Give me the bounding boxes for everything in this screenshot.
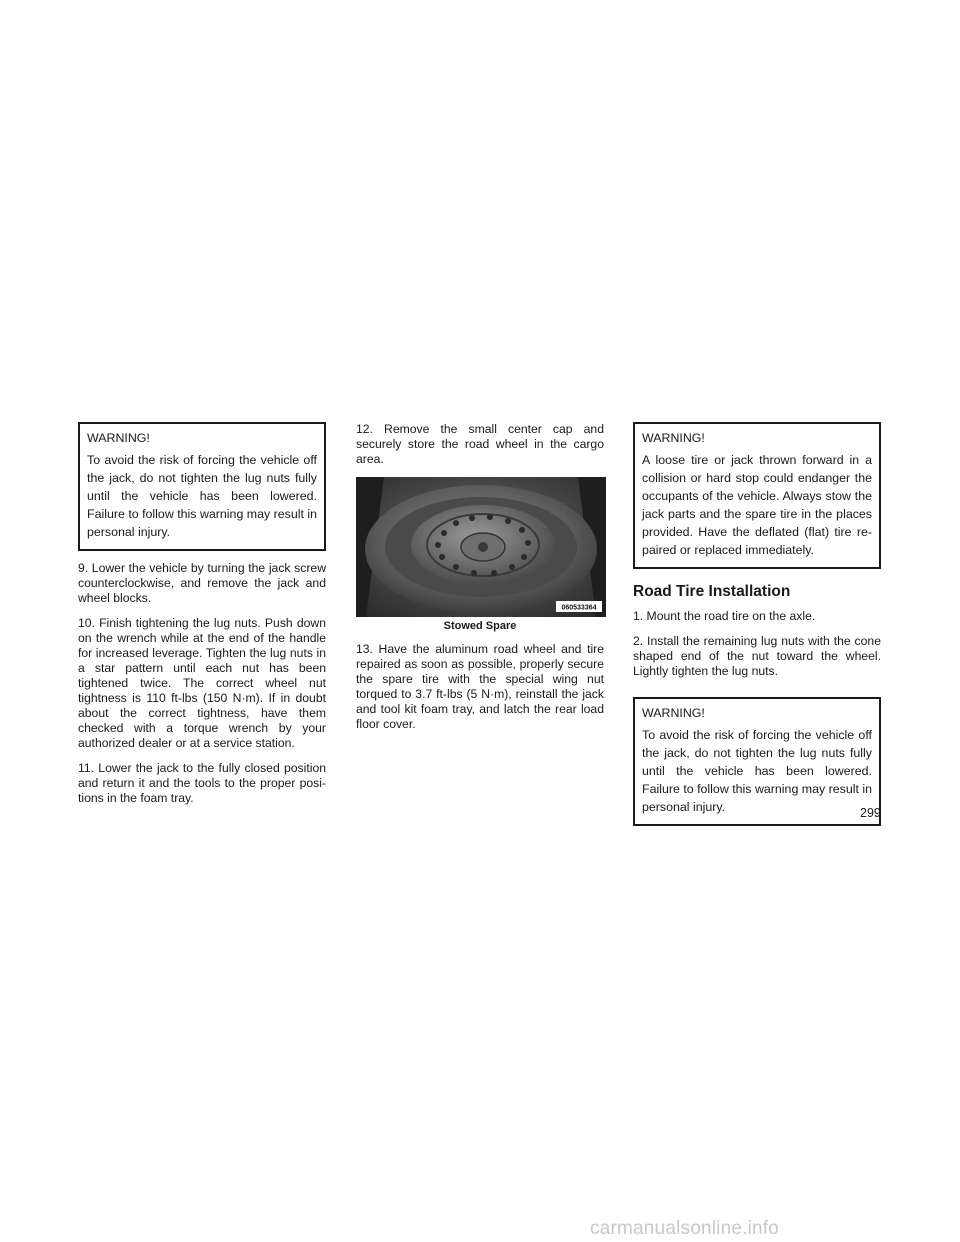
step-9: 9. Lower the vehicle by turning the jack screw counterclockwise, and remove the jack and wheel blocks. xyxy=(78,561,326,605)
column-middle xyxy=(356,422,604,742)
step-10: 10. Finish tightening the lug nuts. Push down on the wrench while at the end of the handle for increased leverage. Tighten the lug nuts in a star pattern until each nut has been tightened twice. The correct wheel nut tightness is 110 ft-lbs (150 N·m). If in doubt about the correct tightness, have them checked with a torque wrench by your authorized dealer or at a service station. xyxy=(78,616,326,750)
warning-box xyxy=(633,422,881,569)
step-13: 13. Have the aluminum road wheel and tire repaired as soon as possible, properly secure the spare tire with the special wing nut torqued to 3.7 ft-lbs (5 N·m), reinstall the jack and tool kit foam tray, and latch the rear load floor cover. xyxy=(356,642,604,731)
watermark: carmanualsonline.info xyxy=(590,1218,780,1239)
warning-title: WARNING! xyxy=(642,431,705,445)
warning-title: WARNING! xyxy=(642,706,705,720)
section-title: Road Tire Installation xyxy=(633,583,791,600)
warning-title: WARNING! xyxy=(87,431,150,445)
figure-caption: Stowed Spare xyxy=(443,620,517,632)
page-number: 299 xyxy=(860,806,881,820)
warning-text: To avoid the risk of forcing the vehicle off the jack, do not tighten the lug nuts fully until the vehicle has been lowered. Failure to follow this warning may result in personal injury. xyxy=(642,728,873,814)
step-12: 12. Remove the small center cap and securely store the road wheel in the cargo area. xyxy=(356,422,604,466)
image-code: 060533364 xyxy=(561,604,597,612)
stowed-spare-figure xyxy=(356,477,606,617)
warning-text: To avoid the risk of forcing the vehicle off the jack, do not tighten the lug nuts fully until the vehicle has been lowered. Failure to follow this warning may result in personal injury. xyxy=(87,453,318,539)
step-1: 1. Mount the road tire on the axle. xyxy=(633,609,816,623)
step-2: 2. Install the remaining lug nuts with the cone shaped end of the nut toward the wheel. Lightly tighten the lug nuts. xyxy=(633,634,881,678)
warning-box xyxy=(78,422,326,551)
step-11: 11. Lower the jack to the fully closed position and return it and the tools to the proper posi-tions in the foam tray. xyxy=(78,761,326,805)
warning-box xyxy=(633,697,881,826)
warning-text: A loose tire or jack thrown forward in a collision or hard stop could endanger the occupants of the vehicle. Always stow the jack parts and the spare tire in the places provided. Have the deflated (flat) tire re-paired or replaced immediately. xyxy=(642,453,872,557)
column-right xyxy=(633,422,881,826)
column-left xyxy=(78,422,326,816)
stowed-spare-tire-image xyxy=(356,477,606,617)
